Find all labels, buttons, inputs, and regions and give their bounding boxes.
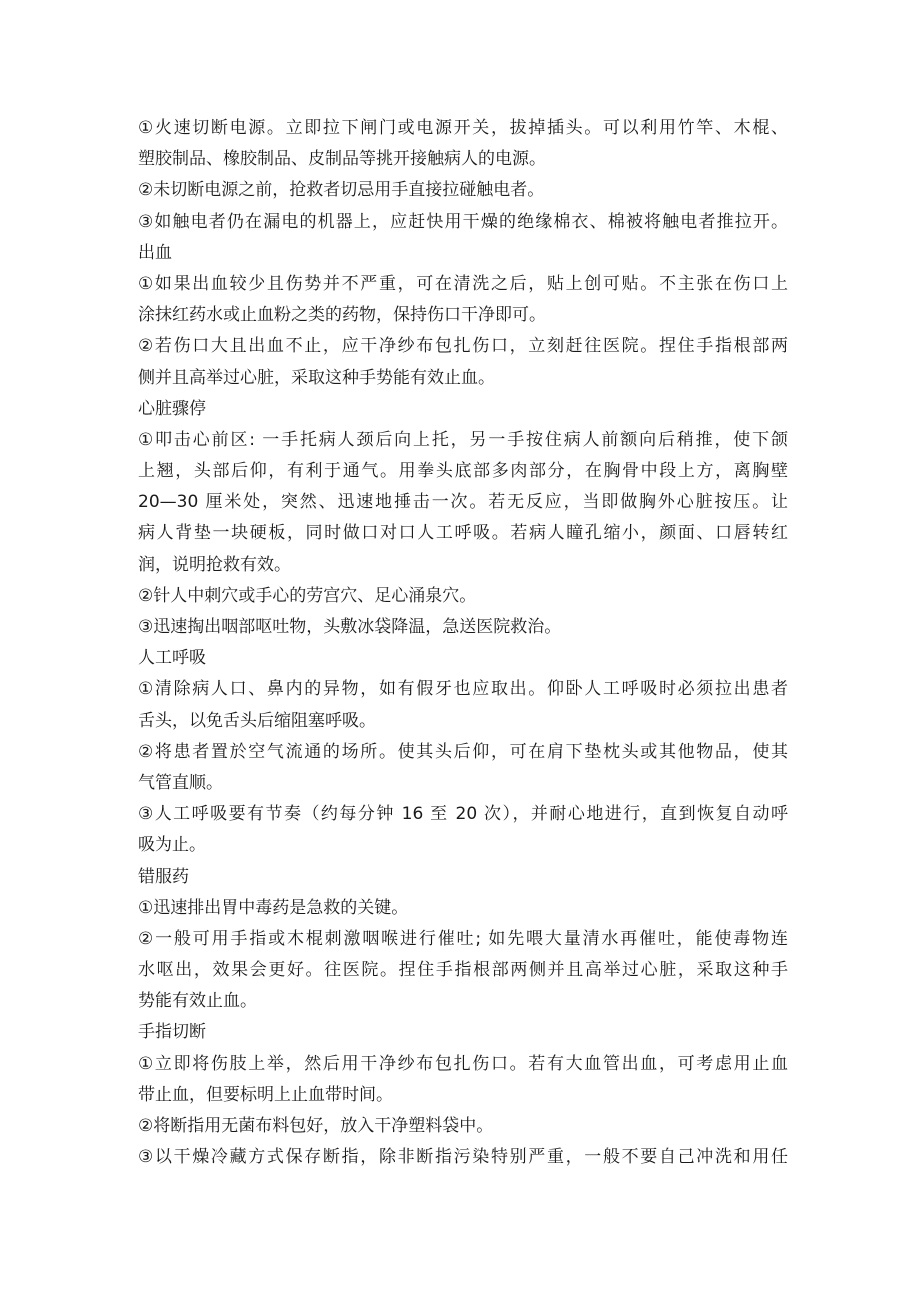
text-line: ③人工呼吸要有节奏（约每分钟 16 至 20 次），并耐心地进行，直到恢复自动呼	[138, 804, 788, 825]
text-line: 上翘，头部后仰，有利于通气。用拳头底部多肉部分，在胸骨中段上方，离胸壁	[138, 461, 788, 482]
text-line: 势能有效止血。	[138, 991, 257, 1012]
section-heading: 错服药	[138, 866, 189, 887]
text-line: ②将患者置於空气流通的场所。使其头后仰，可在肩下垫枕头或其他物品，使其	[138, 741, 788, 762]
text-line: ①如果出血较少且伤势并不严重，可在清洗之后，贴上创可贴。不主张在伤口上	[138, 273, 788, 294]
text-line: ③迅速掏出咽部呕吐物，头敷冰袋降温，急送医院救治。	[138, 617, 562, 637]
text-line: ②一般可用手指或木棍刺激咽喉进行催吐; 如先喂大量清水再催吐，能使毒物连	[138, 928, 788, 949]
text-line: 塑胶制品、橡胶制品、皮制品等挑开接触病人的电源。	[138, 149, 546, 170]
text-line: ②针人中刺穴或手心的劳宫穴、足心涌泉穴。	[138, 585, 477, 606]
text-line: 20—30 厘米处，突然、迅速地捶击一次。若无反应，当即做胸外心脏按压。让	[138, 492, 788, 513]
text-line: ①火速切断电源。立即拉下闸门或电源开关，拔掉插头。可以利用竹竿、木棍、	[138, 118, 788, 138]
section-heading: 手指切断	[138, 1022, 206, 1043]
text-line: ②将断指用无菌布料包好，放入干净塑料袋中。	[138, 1116, 494, 1136]
text-line: 病人背垫一块硬板，同时做口对口人工呼吸。若病人瞳孔缩小，颜面、口唇转红	[138, 523, 788, 544]
text-line: ①立即将伤肢上举，然后用干净纱布包扎伤口。若有大血管出血，可考虑用止血	[138, 1053, 788, 1074]
text-line: 润，说明抢救有效。	[138, 554, 291, 575]
section-heading: 心脏骤停	[138, 398, 206, 419]
text-line: ②未切断电源之前，抢救者切忌用手直接拉碰触电者。	[138, 180, 545, 201]
section-heading: 出血	[138, 242, 172, 263]
text-line: ①叩击心前区: 一手托病人颈后向上托，另一手按住病人前额向后稍推，使下颌	[138, 429, 788, 450]
text-line: 舌头，以免舌头后缩阻塞呼吸。	[138, 710, 376, 731]
text-line: 吸为止。	[138, 835, 206, 856]
text-line: 气管直顺。	[138, 772, 223, 793]
text-line: ③以干燥冷藏方式保存断指，除非断指污染特别严重，一般不要自己冲洗和用任	[138, 1147, 788, 1168]
text-line: ③如触电者仍在漏电的机器上，应赶快用干燥的绝缘棉衣、棉被将触电者推拉开。	[138, 211, 788, 232]
text-line: ①迅速排出胃中毒药是急救的关键。	[138, 897, 409, 918]
section-heading: 人工呼吸	[138, 648, 206, 669]
text-line: ②若伤口大且出血不止，应干净纱布包扎伤口，立刻赶往医院。捏住手指根部两	[138, 336, 788, 357]
text-line: 侧并且高举过心脏，采取这种手势能有效止血。	[138, 367, 495, 388]
text-line: ①清除病人口、鼻内的异物，如有假牙也应取出。仰卧人工呼吸时必须拉出患者	[138, 679, 788, 700]
text-line: 带止血，但要标明上止血带时间。	[138, 1084, 393, 1105]
document-body	[138, 113, 788, 1173]
text-line: 涂抹红药水或止血粉之类的药物，保持伤口干净即可。	[138, 305, 546, 326]
text-line: 水呕出，效果会更好。往医院。捏住手指根部两侧并且高举过心脏，采取这种手	[138, 960, 788, 981]
